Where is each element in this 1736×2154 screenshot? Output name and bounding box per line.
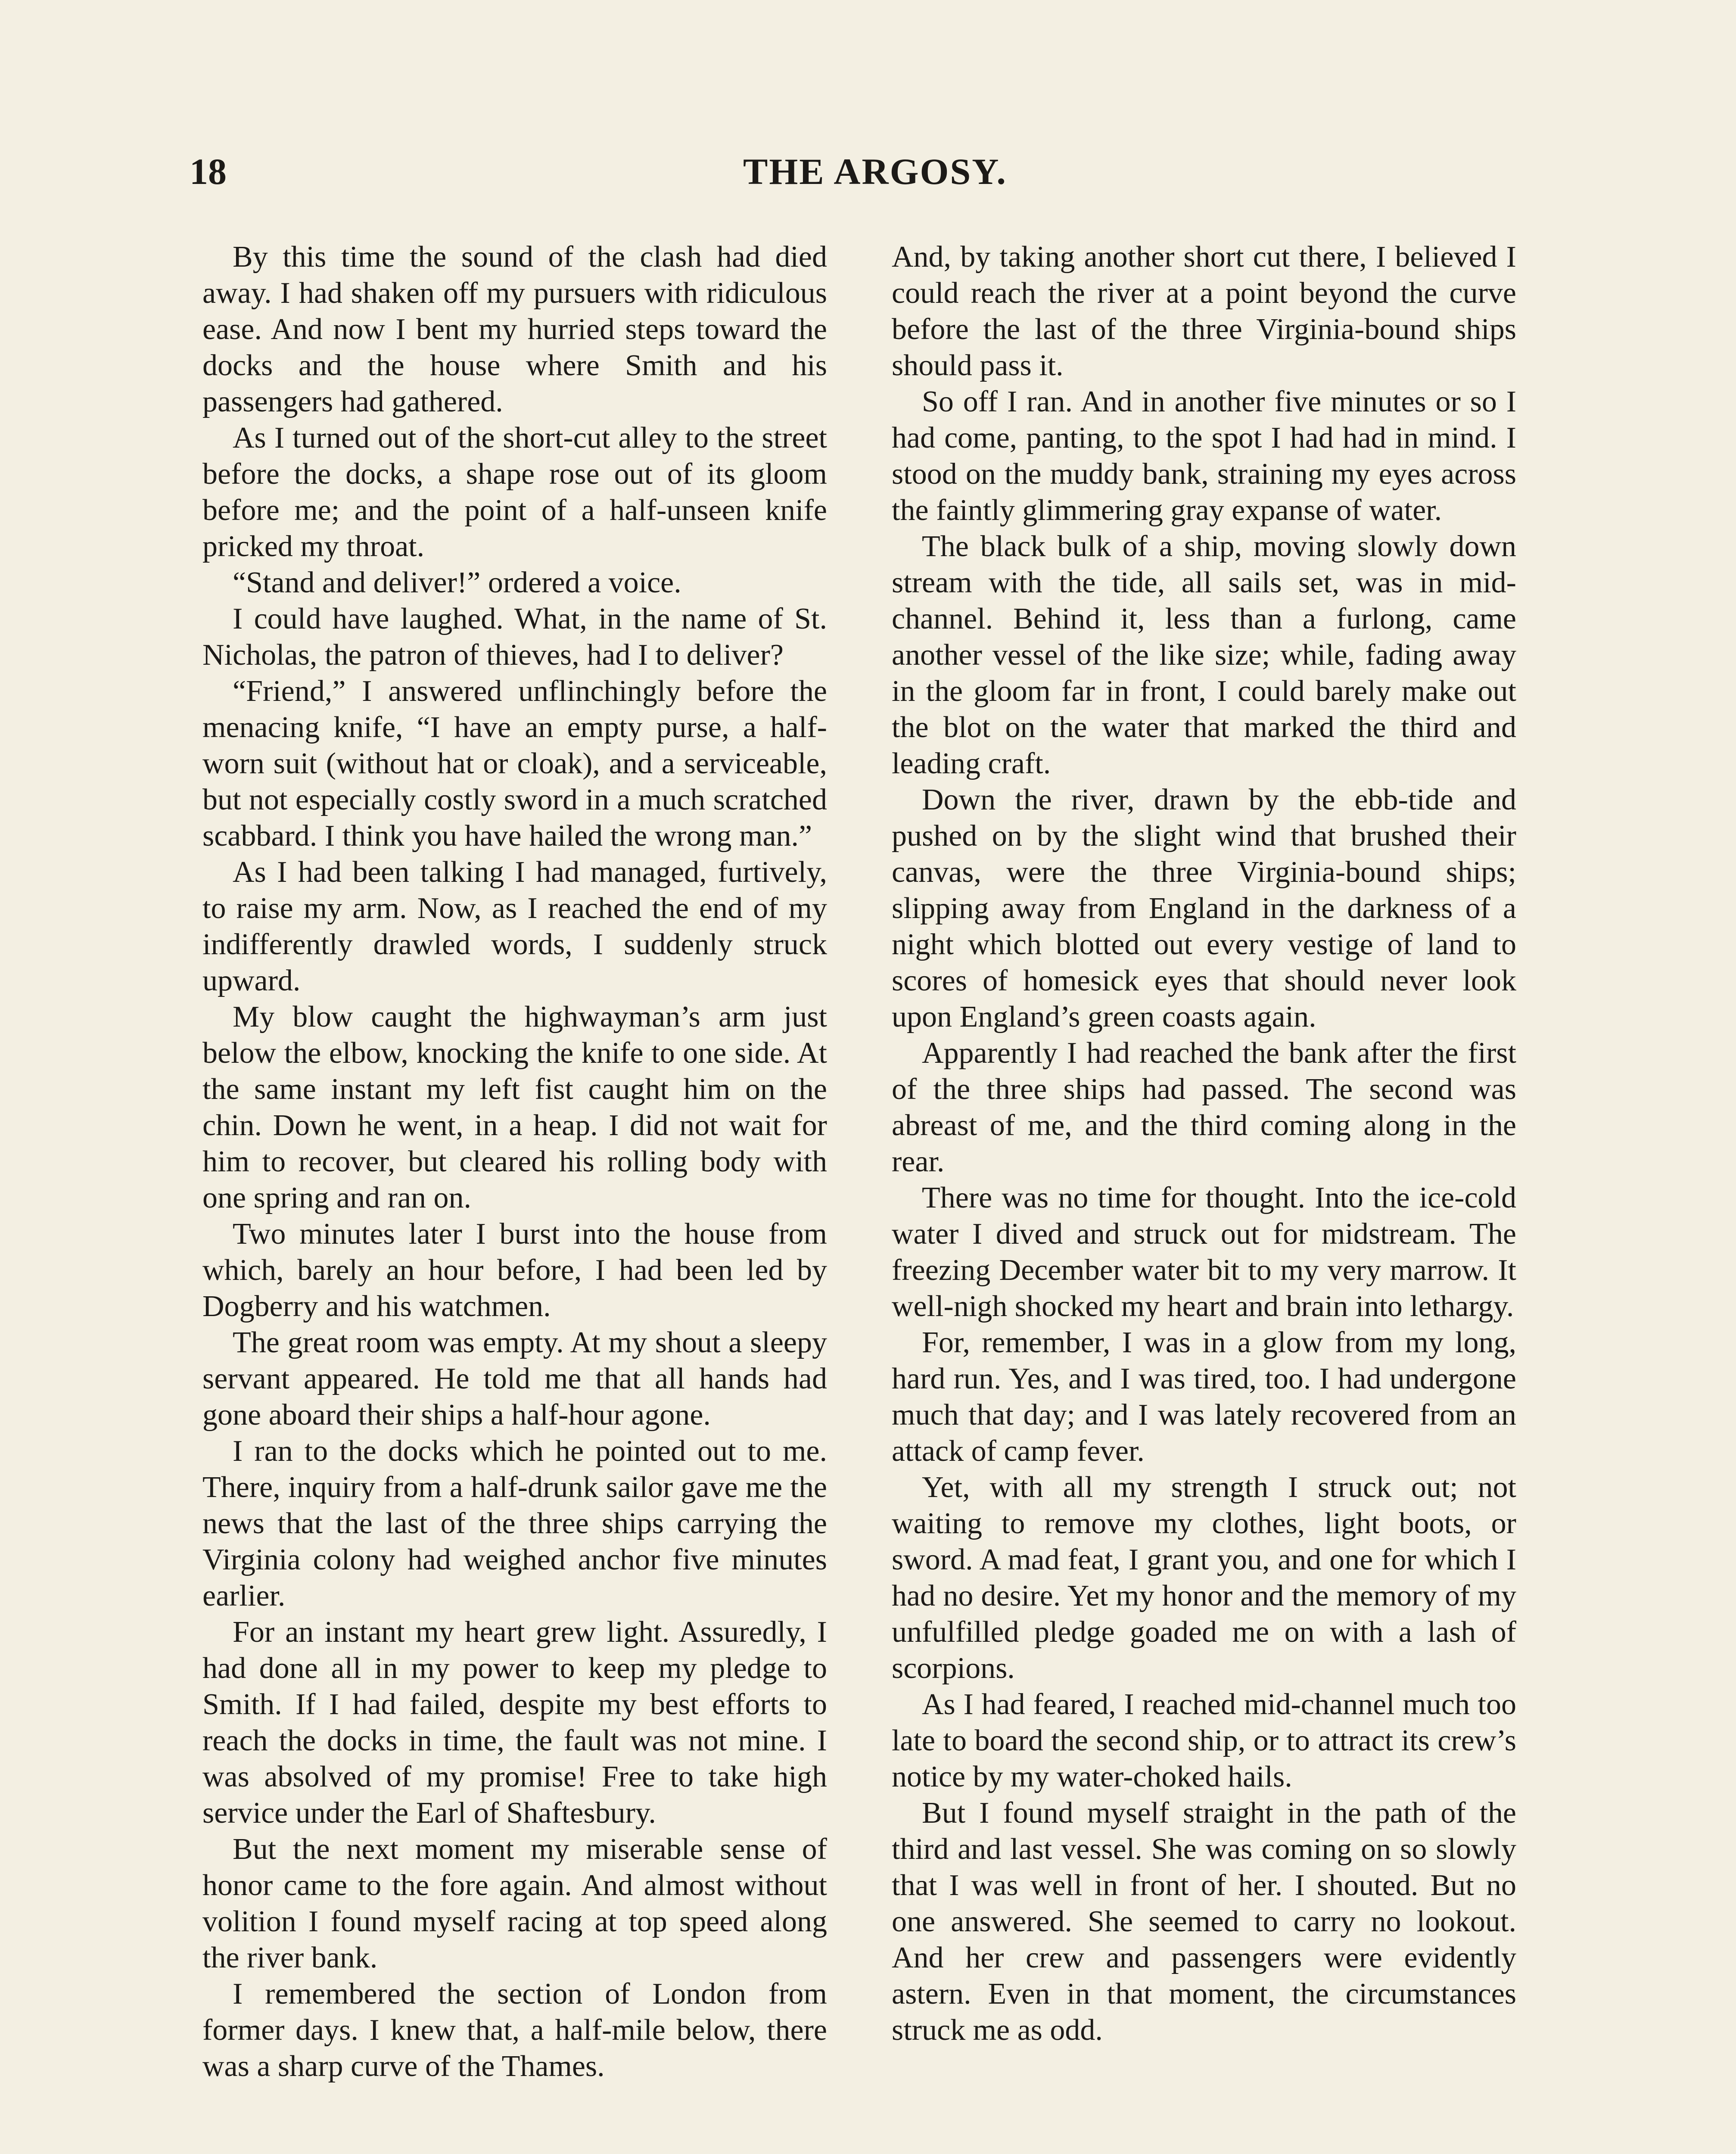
paragraph: I could have laughed. What, in the name of St. Nicholas, the patron of thieves, had I to deliver?: [202, 602, 827, 672]
running-head-title: THE ARGOSY.: [743, 151, 1007, 192]
paragraph: As I turned out of the short-cut alley to the street before the docks, a shape rose out of its gloom before me; and the point of a half-unseen knife pricked my throat.: [202, 421, 827, 563]
paragraph: Apparently I had reached the bank after the first of the three ships had passed. The second was abreast of me, and the third coming along in the rear.: [892, 1037, 1516, 1178]
paragraph: For an instant my heart grew light. Assuredly, I had done all in my power to keep my pledge to Smith. If I had failed, despite my best efforts to reach the docks in time, the fault was not mine. I was absolved of my promise! Free to take high service under the Earl of Shaftesbury.: [202, 1616, 827, 1830]
paragraph: Down the river, drawn by the ebb-tide and pushed on by the slight wind that brushed their canvas, were the three Virginia-bound ships; slipping away from England in the darkness of a night which blotted out every vestige of land to scores of homesick eyes that should never look upon England’s green coasts again.: [892, 783, 1516, 1033]
paragraph: Two minutes later I burst into the house from which, barely an hour before, I had been led by Dogberry and his watchmen.: [202, 1217, 827, 1323]
paragraph: “Friend,” I answered unflinchingly before the menacing knife, “I have an empty purse, a half-worn suit (without hat or cloak), and a serviceable, but not especially costly sword in a much scratched scabbard. I think you have hailed the wrong man.”: [202, 675, 827, 853]
paragraph: And, by taking another short cut there, I believed I could reach the river at a point beyond the curve before the last of the three Virginia-bound ships should pass it.: [892, 240, 1516, 382]
right-column: [892, 239, 1516, 2048]
paragraph: “Stand and deliver!” ordered a voice.: [233, 566, 681, 599]
paragraph: There was no time for thought. Into the ice-cold water I dived and struck out for midstream. The freezing December water bit to my very marrow. It well-nigh shocked my heart and brain into lethargy.: [892, 1181, 1516, 1323]
paragraph: My blow caught the highwayman’s arm just below the elbow, knocking the knife to one side. At the same instant my left fist caught him on the chin. Down he went, in a heap. I did not wait for him to recover, but cleared his rolling body with one spring and ran on.: [202, 1000, 827, 1214]
paragraph: By this time the sound of the clash had died away. I had shaken off my pursuers with ridiculous ease. And now I bent my hurried steps toward the docks and the house where Smith and his passengers had gathered.: [202, 240, 827, 418]
paragraph: So off I ran. And in another five minutes or so I had come, panting, to the spot I had had in mind. I stood on the muddy bank, straining my eyes across the faintly glimmering gray expanse of water.: [892, 385, 1516, 527]
paragraph: The black bulk of a ship, moving slowly down stream with the tide, all sails set, was in mid-channel. Behind it, less than a furlong, came another vessel of the like size; while, fading away in the gloom far in front, I could barely make out the blot on the water that marked the third and leading craft.: [892, 530, 1516, 780]
paragraph: As I had feared, I reached mid-channel much too late to board the second ship, or to attract its crew’s notice by my water-choked hails.: [892, 1688, 1516, 1793]
paragraph: I ran to the docks which he pointed out to me. There, inquiry from a half-drunk sailor gave me the news that the last of the three ships carrying the Virginia colony had weighed anchor five minutes earlier.: [202, 1435, 827, 1612]
paragraph: As I had been talking I had managed, furtively, to raise my arm. Now, as I reached the end of my indifferently drawled words, I suddenly struck upward.: [202, 856, 827, 997]
paragraph: I remembered the section of London from former days. I knew that, a half-mile below, there was a sharp curve of the Thames.: [202, 1977, 827, 2083]
left-column: [202, 239, 827, 2085]
paragraph: But the next moment my miserable sense of honor came to the fore again. And almost without volition I found myself racing at top speed along the river bank.: [202, 1833, 827, 1974]
page-number: 18: [190, 151, 227, 192]
paragraph: The great room was empty. At my shout a sleepy servant appeared. He told me that all hands had gone aboard their ships a half-hour agone.: [202, 1326, 827, 1432]
paragraph: For, remember, I was in a glow from my long, hard run. Yes, and I was tired, too. I had undergone much that day; and I was lately recovered from an attack of camp fever.: [892, 1326, 1516, 1468]
paragraph: Yet, with all my strength I struck out; not waiting to remove my clothes, light boots, or sword. A mad feat, I grant you, and one for which I had no desire. Yet my honor and the memory of my unfulfilled pledge goaded me on with a lash of scorpions.: [892, 1471, 1516, 1685]
paragraph: But I found myself straight in the path of the third and last vessel. She was coming on so slowly that I was well in front of her. I shouted. But no one answered. She seemed to carry no lookout. And her crew and passengers were evidently astern. Even in that moment, the circumstances struck me as odd.: [892, 1796, 1516, 2047]
